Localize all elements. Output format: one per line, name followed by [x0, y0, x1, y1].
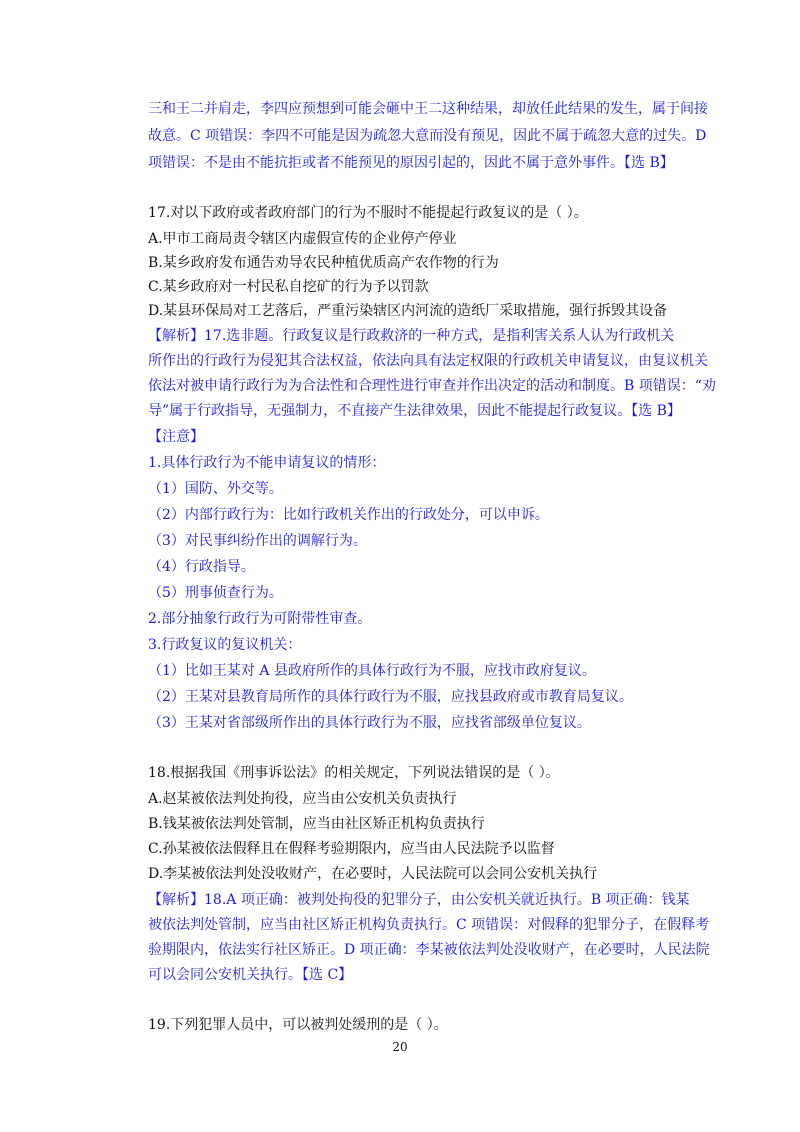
- note-line: （3）对民事纠纷作出的调解行为。: [148, 533, 367, 549]
- question-18-analysis: 验期限内，依法实行社区矫正。D 项正确：李某被依法判处没收财产，在必要时，人民法院: [148, 942, 710, 958]
- note-heading: 【注意】: [148, 429, 204, 445]
- question-17-option-c: C.某乡政府对一村民私自挖矿的行为予以罚款: [148, 279, 429, 295]
- analysis-line: 三和王二并肩走，李四应预想到可能会砸中王二这种结果，却放任此结果的发生，属于间接: [148, 101, 708, 117]
- note-line: （2）内部行政行为：比如行政机关作出的行政处分，可以申诉。: [148, 507, 549, 523]
- question-18-stem: 18.根据我国《刑事诉讼法》的相关规定，下列说法错误的是（ ）。: [148, 765, 560, 781]
- question-18-option-d: D.李某被依法判处没收财产，在必要时，人民法院可以会同公安机关执行: [148, 866, 598, 882]
- analysis-line: 项错误：不是由不能抗拒或者不能预见的原因引起的，因此不属于意外事件。【选 B】: [148, 155, 674, 171]
- question-18-analysis: 【解析】18.A 项正确：被判处拘役的犯罪分子，由公安机关就近执行。B 项正确：钱某: [148, 892, 690, 908]
- question-19-stem: 19.下列犯罪人员中，可以被判处缓刑的是（ ）。: [148, 1017, 448, 1033]
- note-line: （1）国防、外交等。: [148, 481, 283, 497]
- note-line: （1）比如王某对 A 县政府所作的具体行政行为不服，应找市政府复议。: [148, 663, 596, 679]
- page-number: 20: [392, 1040, 408, 1054]
- question-17-stem: 17.对以下政府或者政府部门的行为不服时不能提起行政复议的是（ ）。: [148, 205, 588, 221]
- question-17-analysis: 所作出的行政行为侵犯其合法权益，依法向具有法定权限的行政机关申请复议，由复议机关: [148, 353, 708, 369]
- question-17-analysis: 【解析】17.选非题。行政复议是行政救济的一种方式，是指利害关系人认为行政机关: [148, 328, 675, 344]
- question-17-analysis: 依法对被申请行政行为为合法性和合理性进行审查并作出决定的活动和制度。B 项错误：“劝: [148, 378, 716, 394]
- question-17-analysis: 导”属于行政指导，无强制力，不直接产生法律效果，因此不能提起行政复议。【选 B】: [148, 403, 681, 419]
- question-18-option-c: C.孙某被依法假释且在假释考验期限内，应当由人民法院予以监督: [148, 841, 555, 857]
- question-18-analysis: 可以会同公安机关执行。【选 C】: [148, 967, 353, 983]
- question-17-option-a: A.甲市工商局责令辖区内虚假宣传的企业停产停业: [148, 231, 457, 247]
- note-line: （3）王某对省部级所作出的具体行政行为不服，应找省部级单位复议。: [148, 715, 591, 731]
- question-17-option-b: B.某乡政府发布通告劝导农民种植优质高产农作物的行为: [148, 255, 499, 271]
- note-line: 3.行政复议的复议机关：: [148, 637, 302, 653]
- note-line: （2）王某对县教育局所作的具体行政行为不服，应找县政府或市教育局复议。: [148, 689, 633, 705]
- question-18-analysis: 被依法判处管制，应当由社区矫正机构负责执行。C 项错误：对假释的犯罪分子，在假释考: [148, 917, 710, 933]
- note-line: 1.具体行政行为不能申请复议的情形：: [148, 455, 386, 471]
- question-18-option-a: A.赵某被依法判处拘役，应当由公安机关负责执行: [148, 791, 457, 807]
- note-line: （4）行政指导。: [148, 559, 255, 575]
- note-line: 2.部分抽象行政行为可附带性审查。: [148, 611, 372, 627]
- analysis-line: 故意。C 项错误：李四不可能是因为疏忽大意而没有预见，因此不属于疏忽大意的过失。D: [148, 128, 707, 144]
- note-line: （5）刑事侦查行为。: [148, 585, 283, 601]
- question-18-option-b: B.钱某被依法判处管制，应当由社区矫正机构负责执行: [148, 816, 485, 832]
- question-17-option-d: D.某县环保局对工艺落后，严重污染辖区内河流的造纸厂采取措施，强行拆毁其设备: [148, 303, 668, 319]
